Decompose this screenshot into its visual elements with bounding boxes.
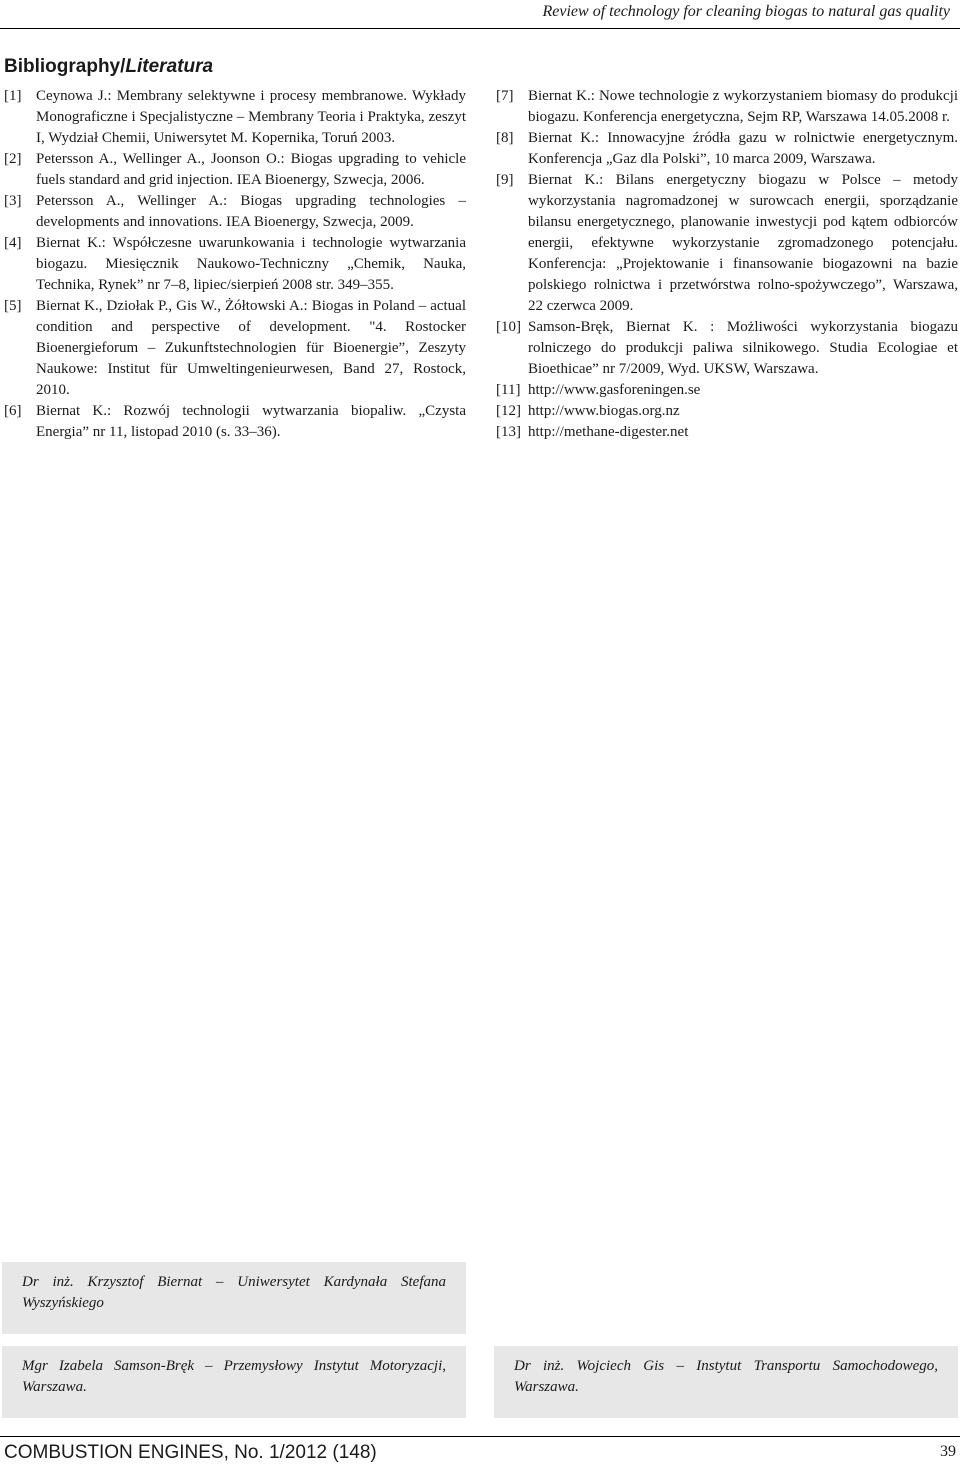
reference-item [496, 317, 958, 380]
reference-number: [3] [4, 193, 22, 209]
reference-number: [1] [4, 88, 22, 104]
reference-text: Samson-Bręk, Biernat K. : Możliwości wykorzystania biogazu rolniczego do produkcji paliwa silnikowego. Studia Ecologiae et Bioethicae” nr 7/2009, Wyd. UKSW, Warszawa. [528, 319, 958, 377]
reference-text: Petersson A., Wellinger A., Joonson O.: Biogas upgrading to vehicle fuels standard and grid injection. IEA Bioenergy, Szwecja, 2006. [36, 151, 466, 188]
reference-item [4, 233, 466, 296]
reference-link: http://methane-digester.net [528, 424, 689, 440]
author-info-box [494, 1346, 958, 1418]
reference-text: Biernat K.: Innowacyjne źródła gazu w rolnictwie energetycznym. Konferencja „Gaz dla Polski”, 10 marca 2009, Warszawa. [528, 130, 958, 167]
reference-number: [10] [496, 319, 521, 335]
reference-number: [12] [496, 403, 521, 419]
reference-number: [11] [496, 382, 521, 398]
reference-text: Biernat K., Dziołak P., Gis W., Żółtowski A.: Biogas in Poland – actual condition and perspective of development. "4. Rostocker Bioenergieforum – Zukunftstechnologien für Bioenergie”, Zeszyty Naukowe: Institut für Umweltingenieurwesen, Band 27, Rostock, 2010. [36, 298, 466, 398]
reference-item [4, 296, 466, 401]
reference-text: Biernat K.: Bilans energetyczny biogazu w Polsce – metody wykorzystania nagromadzonej w surowcach energii, sporządzanie bilansu energetycznego, planowanie inwestycji pod kątem odbiorców energii, efektywne wykorzystanie zgromadzonego potencjału. Konferencja: „Projektowanie i finansowanie biogazowni na bazie polskiego rolnictwa i przetwórstwa rolno-spożywczego”, Warszawa, 22 czerwca 2009. [528, 172, 958, 314]
bibliography-heading [4, 56, 213, 78]
reference-item [496, 380, 958, 401]
reference-item [496, 86, 958, 128]
reference-text: Ceynowa J.: Membrany selektywne i procesy membranowe. Wykłady Monograficzne i Specjalistyczne – Membrany Teoria i Praktyka, zeszyt I, Wydział Chemii, Uniwersytet M. Kopernika, Toruń 2003. [36, 88, 466, 146]
reference-text: Biernat K.: Rozwój technologii wytwarzania biopaliw. „Czysta Energia” nr 11, listopad 2010 (s. 33–36). [36, 403, 466, 440]
reference-text: Biernat K.: Współczesne uwarunkowania i technologie wytwarzania biogazu. Miesięcznik Naukowo-Techniczny „Chemik, Nauka, Technika, Rynek” nr 7–8, lipiec/sierpień 2008 str. 349–355. [36, 235, 466, 293]
journal-name: COMBUSTION ENGINES, No. 1/2012 (148) [4, 1442, 377, 1463]
references-right-column [496, 86, 958, 443]
reference-item [4, 191, 466, 233]
author-affiliation: Mgr Izabela Samson-Bręk – Przemysłowy Instytut Motoryzacji, Warszawa. [22, 1358, 446, 1395]
reference-item [496, 128, 958, 170]
bibliography-heading-en: Bibliography/ [4, 56, 126, 77]
page-number: 39 [940, 1443, 956, 1460]
bibliography-heading-pl: Literatura [125, 56, 214, 77]
reference-number: [6] [4, 403, 22, 419]
reference-number: [4] [4, 235, 22, 251]
reference-text: Biernat K.: Nowe technologie z wykorzystaniem biomasy do produkcji biogazu. Konferencja energetyczna, Sejm RP, Warszawa 14.05.2008 r. [528, 88, 958, 125]
reference-number: [2] [4, 151, 22, 167]
reference-item [496, 170, 958, 317]
author-info-box [2, 1346, 466, 1418]
reference-number: [7] [496, 88, 514, 104]
reference-number: [9] [496, 172, 514, 188]
running-header [0, 0, 960, 29]
author-affiliation: Dr inż. Wojciech Gis – Instytut Transportu Samochodowego, Warszawa. [514, 1358, 938, 1395]
page-footer [0, 1436, 960, 1467]
reference-item [4, 86, 466, 149]
reference-link: http://www.biogas.org.nz [528, 403, 680, 419]
reference-number: [8] [496, 130, 514, 146]
reference-item [4, 149, 466, 191]
author-affiliation: Dr inż. Krzysztof Biernat – Uniwersytet Kardynała Stefana Wyszyńskiego [22, 1274, 446, 1311]
running-header-title: Review of technology for cleaning biogas to natural gas quality [542, 3, 950, 20]
reference-item [496, 422, 958, 443]
references-left-column [4, 86, 466, 443]
reference-number: [5] [4, 298, 22, 314]
reference-item [4, 401, 466, 443]
reference-item [496, 401, 958, 422]
reference-link: http://www.gasforeningen.se [528, 382, 701, 398]
author-info-box [2, 1262, 466, 1334]
reference-text: Petersson A., Wellinger A.: Biogas upgrading technologies – developments and innovations. IEA Bioenergy, Szwecja, 2009. [36, 193, 466, 230]
reference-number: [13] [496, 424, 521, 440]
